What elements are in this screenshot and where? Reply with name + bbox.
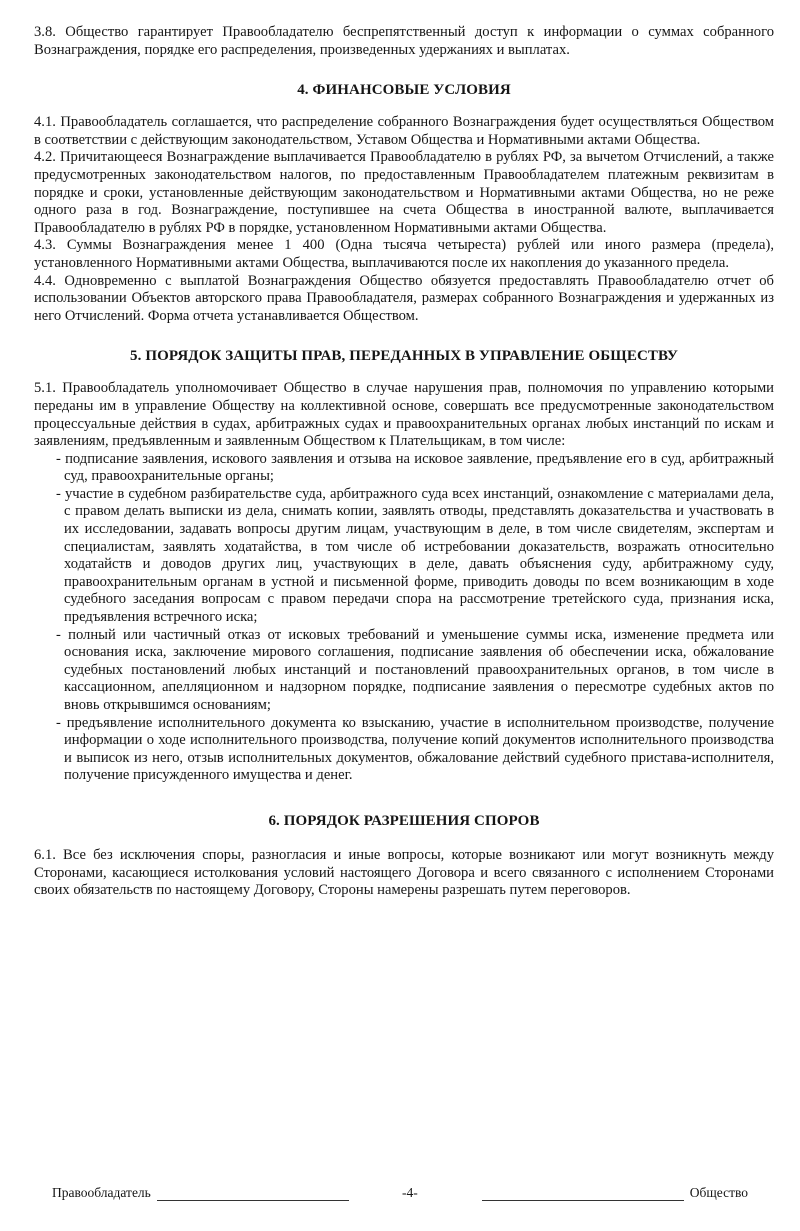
document-page (34, 24, 774, 900)
clause-4-2: 4.2. Причитающееся Вознаграждение выплачивается Правообладателю в рублях РФ, за вычетом Отчислений, а также предусмотренных законодательством налогов, по предоставленным Правообладателем платежным реквизитам в порядке и сроки, установленные действующим законодательством и Нормативными актами Общества, но не реже одного раза в год. Вознаграждение, поступившее на счета Общества в иностранной валюте, выплачивается Правообладателю в рублях РФ в порядке, установленном Нормативными актами Общества. (34, 149, 774, 236)
list-item: - участие в судебном разбирательстве суда, арбитражного суда всех инстанций, ознакомление с материалами дела, с правом делать выписки из дела, снимать копии, заявлять отводы, представлять доказательства и участвовать в их исследовании, задавать вопросы другим лицам, участвующим в деле, в том числе свидетелям, экспертам и специалистам, заявлять ходатайства, в том числе об истребовании доказательств, возражать относительно ходатайств и доводов других лиц, участвующих в деле, давать объяснения суду, арбитражному суду, правоохранительным органам в устной и письменной форме, приводить доводы по всем возникающим в ходе судебного заседания вопросам с правом передачи спора на рассмотрение третейского суда, признания иска, предъявления встречного иска; (56, 485, 774, 626)
page-number: -4- (402, 1185, 418, 1200)
section-6-title: 6. ПОРЯДОК РАЗРЕШЕНИЯ СПОРОВ (268, 812, 540, 829)
clause-6-1: 6.1. Все без исключения споры, разногласия и иные вопросы, которые возникают или могут возникнуть между Сторонами, касающиеся истолкования условий настоящего Договора и всего связанного с исполнением Сторонами своих обязательств по настоящему Договору, Стороны намерены разрешать путем переговоров. (34, 846, 774, 899)
footer-left (52, 1185, 349, 1201)
list-item: - полный или частичный отказ от исковых требований и уменьшение суммы иска, изменение предмета или основания иска, заключение мирового соглашения, подписание заявления об обеспечении иска, обжалование судебных постановлений любых инстанций и постановлений правоохранительных органов, в том числе в кассационном, апелляционном и надзорном порядке, подписание заявления о пересмотре судебных актов по вновь открывшимся основаниям; (56, 626, 774, 713)
page-footer (52, 1181, 748, 1201)
rightholder-signature-line (157, 1190, 349, 1201)
society-signature-line (482, 1190, 684, 1201)
footer-right (482, 1185, 748, 1201)
clause-4-3: 4.3. Суммы Вознаграждения менее 1 400 (Одна тысяча четыреста) рублей или иного размера (предела), установленного Нормативными актами Общества, выплачиваются после их накопления до указанного предела. (34, 237, 774, 271)
section-4-title: 4. ФИНАНСОВЫЕ УСЛОВИЯ (297, 82, 511, 99)
society-label: Общество (689, 1185, 748, 1200)
clause-4-1: 4.1. Правообладатель соглашается, что распределение собранного Вознаграждения будет осуществляться Обществом в соответствии с действующим законодательством, Уставом Общества и Нормативными актами Общества. (34, 114, 774, 148)
section-5-title: 5. ПОРЯДОК ЗАЩИТЫ ПРАВ, ПЕРЕДАННЫХ В УПРАВЛЕНИЕ ОБЩЕСТВУ (130, 348, 678, 365)
list-item: - подписание заявления, искового заявления и отзыва на исковое заявление, предъявление его в суд, арбитражный суд, правоохранительные органы; (56, 450, 774, 485)
clause-3-8: 3.8. Общество гарантирует Правообладателю беспрепятственный доступ к информации о суммах собранного Вознаграждения, порядке его распределения, произведенных удержаниях и выплатах. (34, 24, 774, 58)
rightholder-label: Правообладатель (52, 1185, 151, 1200)
clause-4-4: 4.4. Одновременно с выплатой Вознаграждения Общество обязуется предоставлять Правообладателю отчет об использовании Объектов авторского права Правообладателя, размерах собранного Вознаграждения и удержанных из него Отчислений. Форма отчета устанавливается Обществом. (34, 272, 774, 324)
list-item: - предъявление исполнительного документа ко взысканию, участие в исполнительном производстве, получение информации о ходе исполнительного производства, получение копий документов исполнительного производства и выписок из него, отзыв исполнительных документов, обжалование действий судебного пристава-исполнителя, получение присужденного имущества и денег. (56, 714, 774, 784)
clause-5-1: 5.1. Правообладатель уполномочивает Общество в случае нарушения прав, полномочия по управлению которыми переданы им в управление Обществу на коллективной основе, совершать все предусмотренные законодательством процессуальные действия в судах, арбитражных судах и правоохранительных органах любых инстанций по искам и заявлениям, предъявленным и заявленным Обществом к Плательщикам, в том числе: (34, 380, 774, 450)
